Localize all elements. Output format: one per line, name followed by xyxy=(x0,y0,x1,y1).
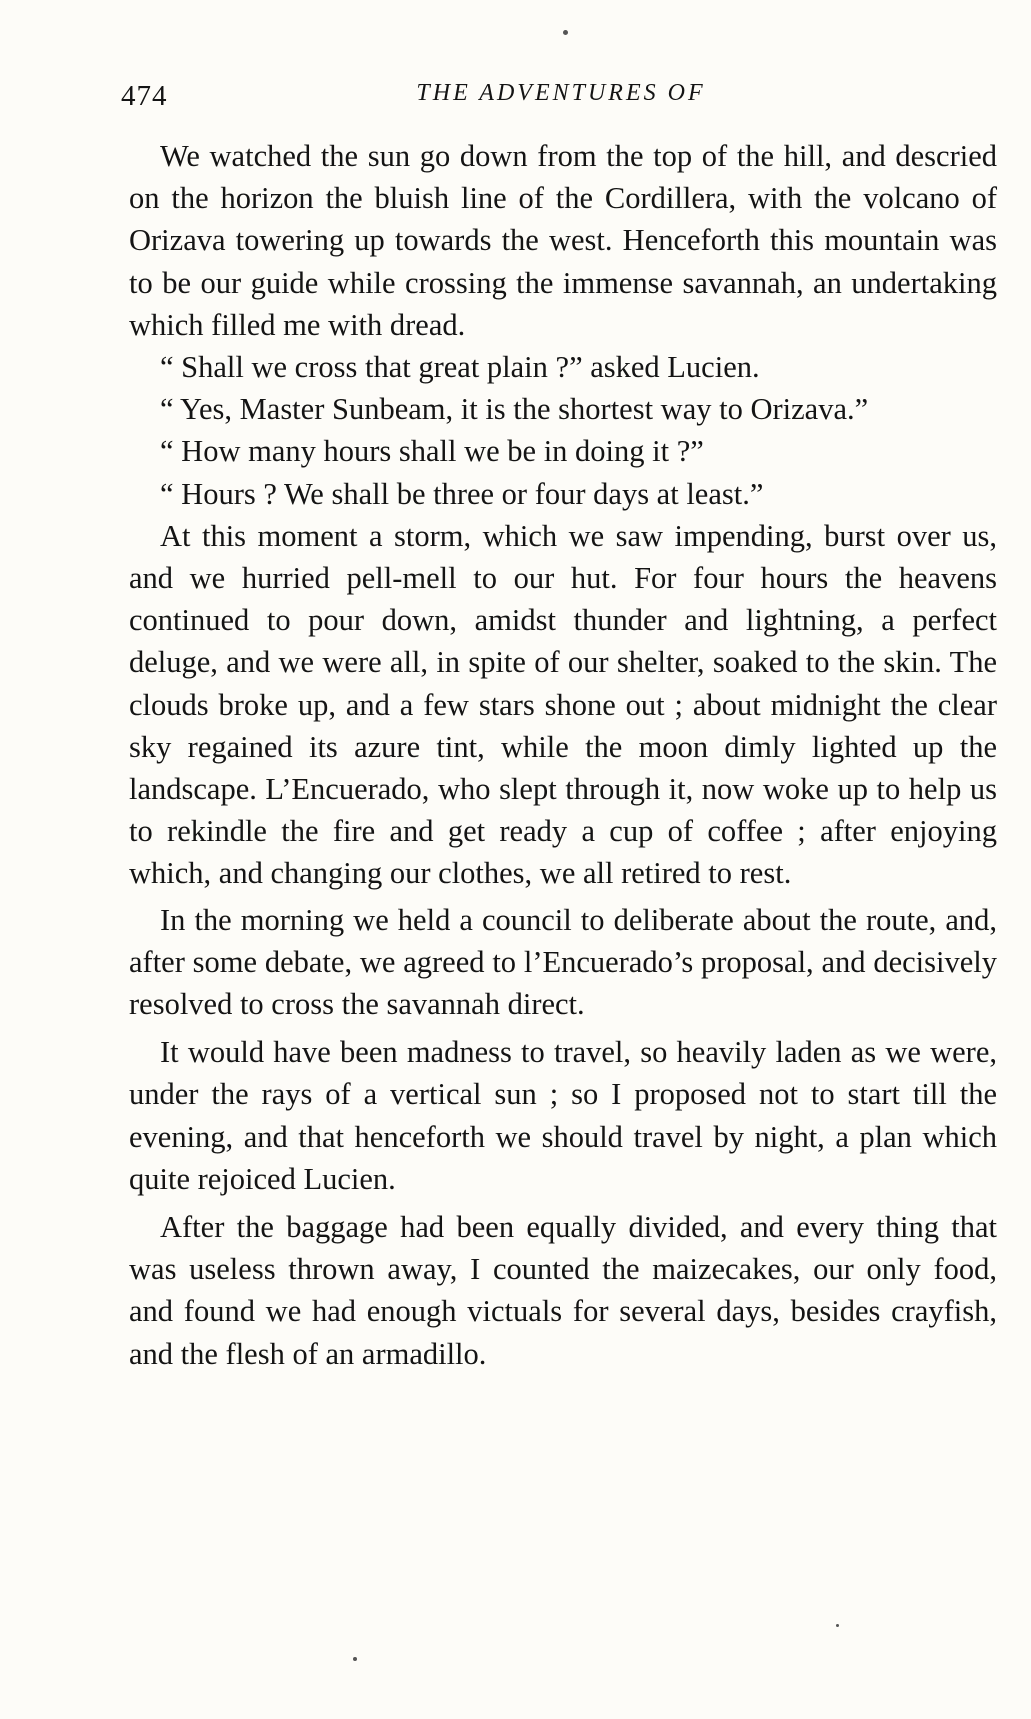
page-header xyxy=(121,80,1001,120)
ink-speck xyxy=(836,1624,839,1627)
ink-speck xyxy=(353,1657,357,1661)
paragraph: “ How many hours shall we be in doing it ?” xyxy=(160,434,704,469)
paragraph: “ Hours ? We shall be three or four days at least.” xyxy=(160,476,764,511)
ink-speck xyxy=(563,30,568,35)
body-text xyxy=(129,135,997,1375)
paragraph: In the morning we held a council to deliberate about the route, and, after some debate, we agreed to l’Encuerado’s proposal, and decisively resolved to cross the savannah direct. xyxy=(129,902,997,1022)
paragraph: It would have been madness to travel, so heavily laden as we were, under the rays of a vertical sun ; so I proposed not to start till the evening, and that henceforth we should travel by night, a plan which quite rejoiced Lucien. xyxy=(129,1035,997,1196)
page-number: 474 xyxy=(121,80,168,112)
paragraph: “ Shall we cross that great plain ?” asked Lucien. xyxy=(160,350,760,385)
paragraph: “ Yes, Master Sunbeam, it is the shortest way to Orizava.” xyxy=(160,392,869,427)
paragraph: At this moment a storm, which we saw impending, burst over us, and we hurried pell-mell to our hut. For four hours the heavens continued to pour down, amidst thunder and lightning, a perfect deluge, and we were all, in spite of our shelter, soaked to the skin. The clouds broke up, and a few stars shone out ; about midnight the clear sky regained its azure tint, while the moon dimly lighted up the landscape. L’Encuerado, who slept through it, now woke up to help us to rekindle the fire and get ready a cup of coffee ; after enjoying which, and changing our clothes, we all retired to rest. xyxy=(129,518,997,891)
paragraph: After the baggage had been equally divided, and every thing that was useless thrown away, I counted the maizecakes, our only food, and found we had enough victuals for several days, besides crayfish, and the flesh of an armadillo. xyxy=(129,1210,997,1371)
paragraph: We watched the sun go down from the top of the hill, and descried on the horizon the bluish line of the Cordillera, with the volcano of Orizava towering up towards the west. Henceforth this mountain was to be our guide while crossing the immense savannah, an undertaking which filled me with dread. xyxy=(129,139,997,342)
running-head: THE ADVENTURES OF xyxy=(416,80,706,106)
